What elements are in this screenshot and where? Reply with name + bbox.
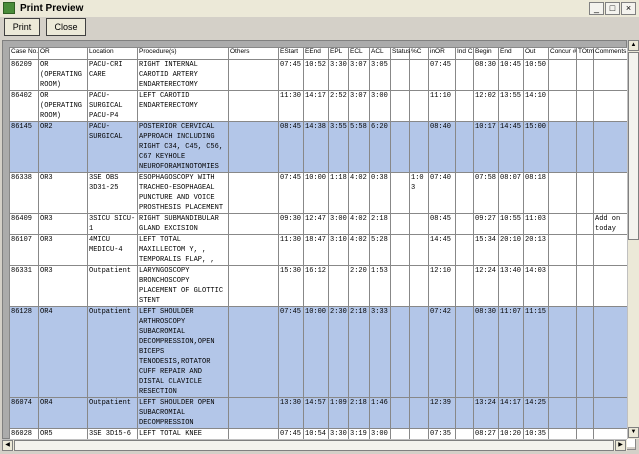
column-header: Location [88,48,138,60]
table-cell [410,91,429,122]
table-cell [549,266,577,307]
table-cell [549,235,577,266]
table-cell: 4:02 [349,235,370,266]
table-cell [229,266,279,307]
table-cell: 10:55 [499,214,524,235]
table-cell: 86145 [10,122,39,173]
scroll-up-arrow-icon[interactable]: ▲ [628,40,639,51]
table-cell: 14:57 [304,398,329,429]
table-cell: POSTERIOR CERVICAL APPROACH INCLUDING RIGHT C34, C45, C56, C67 KEYHOLE NEUROFORAMINOTOMIES [138,122,229,173]
table-cell: LEFT CAROTID ENDARTERECTOMY [138,91,229,122]
column-header: EStart [279,48,304,60]
table-cell: LARYNGOSCOPY BRONCHOSCOPY PLACEMENT OF GLOTTIC STENT [138,266,229,307]
table-cell: 1:03 [410,173,429,214]
table-cell: OR3 [39,173,88,214]
table-cell: Outpatient [88,307,138,398]
vertical-scrollbar[interactable] [627,40,639,439]
table-cell: 2:18 [349,307,370,398]
table-cell: OR4 [39,398,88,429]
column-header: Out [524,48,549,60]
table-cell [229,307,279,398]
table-row[interactable] [10,60,636,91]
table-cell: 14:03 [524,266,549,307]
table-cell: 0:38 [370,173,391,214]
minimize-button[interactable]: _ [589,2,604,15]
table-cell: 4:02 [349,214,370,235]
column-header: Concur # [549,48,577,60]
table-cell [577,122,594,173]
table-cell [577,91,594,122]
table-cell [391,398,410,429]
close-window-button[interactable]: × [621,2,636,15]
table-cell [391,307,410,398]
table-cell: 13:55 [499,91,524,122]
table-cell: 3:00 [370,91,391,122]
table-cell: OR3 [39,214,88,235]
table-row[interactable] [10,235,636,266]
table-cell: 11:30 [279,235,304,266]
table-cell: 86107 [10,235,39,266]
table-cell [456,307,474,398]
scroll-down-arrow-icon[interactable]: ▼ [628,427,639,438]
table-cell [577,398,594,429]
vertical-scroll-thumb[interactable] [628,52,639,240]
table-cell: 86074 [10,398,39,429]
table-cell [391,266,410,307]
table-cell [549,214,577,235]
table-cell: OR3 [39,235,88,266]
table-cell: 12:24 [474,266,499,307]
table-cell: 1:53 [370,266,391,307]
table-cell: 10:50 [524,60,549,91]
table-cell [410,122,429,173]
table-cell: 15:34 [474,235,499,266]
column-header: Case No. [10,48,39,60]
table-cell: 13:24 [474,398,499,429]
table-cell: RIGHT INTERNAL CAROTID ARTERY ENDARTERECTOMY [138,60,229,91]
table-cell: 09:30 [279,214,304,235]
table-cell: LEFT SHOULDER ARTHROSCOPY SUBACROMIAL DECOMPRESSION,OPEN BICEPS TENODESIS,ROTATOR CUFF REPAIR AND DISTAL CLAVICLE RESECTION [138,307,229,398]
column-header: %C [410,48,429,60]
horizontal-scroll-thumb[interactable] [14,440,614,451]
column-header: Ind C [456,48,474,60]
table-cell: 07:42 [429,307,456,398]
table-cell: OR (OPERATING ROOM) [39,91,88,122]
table-cell: 20:13 [524,235,549,266]
table-cell: 10:20 [499,429,524,450]
table-row[interactable] [10,122,636,173]
table-cell: 10:45 [499,60,524,91]
column-header: TOtm [577,48,594,60]
table-cell: OR5 [39,429,88,450]
table-cell: 10:52 [304,60,329,91]
table-cell: ESOPHAGOSCOPY WITH TRACHEO-ESOPHAGEAL PUNCTURE AND VOICE PROSTHESIS PLACEMENT [138,173,229,214]
table-cell: 4:02 [349,173,370,214]
column-header: OR [39,48,88,60]
table-cell: 12:47 [304,214,329,235]
table-cell: 14:17 [499,398,524,429]
table-row[interactable] [10,398,636,429]
table-cell: 10:00 [304,307,329,398]
table-cell: 2:52 [329,91,349,122]
column-header: Status [391,48,410,60]
table-cell: 86402 [10,91,39,122]
table-cell [391,91,410,122]
table-cell: 86338 [10,173,39,214]
table-cell [456,122,474,173]
scroll-left-arrow-icon[interactable]: ◀ [2,440,13,451]
table-cell: 07:45 [279,307,304,398]
print-button[interactable]: Print [4,18,40,36]
table-cell: 2:18 [349,398,370,429]
table-cell [229,122,279,173]
table-cell [229,214,279,235]
table-cell: 3:05 [370,60,391,91]
table-cell: 09:27 [474,214,499,235]
table-cell: 86128 [10,307,39,398]
table-cell: 3:10 [329,235,349,266]
column-header: ECL [349,48,370,60]
table-cell: 5:28 [370,235,391,266]
table-cell [456,235,474,266]
table-cell [577,235,594,266]
table-cell: 86331 [10,266,39,307]
scroll-right-arrow-icon[interactable]: ▶ [615,440,626,451]
table-cell: 14:17 [304,91,329,122]
table-cell [549,398,577,429]
table-cell: 15:30 [279,266,304,307]
table-cell: 13:30 [279,398,304,429]
table-cell: 08:30 [474,60,499,91]
table-cell: 10:17 [474,122,499,173]
table-row[interactable] [10,173,636,214]
table-cell: 10:35 [524,429,549,450]
table-cell: 3:19 [349,429,370,450]
column-header: Comments [594,48,636,60]
horizontal-scrollbar[interactable] [2,439,627,451]
table-cell: LEFT TOTAL MAXILLECTOM Y, , TEMPORALIS FLAP, , [138,235,229,266]
table-cell: PACU-CRI CARE [88,60,138,91]
table-cell: 14:10 [524,91,549,122]
table-cell: 07:45 [429,60,456,91]
table-cell [456,91,474,122]
table-cell: 20:10 [499,235,524,266]
table-cell: 4MICU MEDICU-4 [88,235,138,266]
table-cell [577,266,594,307]
table-cell: 86028 [10,429,39,450]
table-cell: OR (OPERATING ROOM) [39,60,88,91]
table-cell [229,398,279,429]
table-cell: 10:00 [304,173,329,214]
column-header: End [499,48,524,60]
table-cell: 3:30 [329,429,349,450]
table-cell: LEFT TOTAL KNEE [138,429,229,450]
table-cell: 08:45 [429,214,456,235]
table-cell: PACU-SURGICAL [88,122,138,173]
column-header: Others [229,48,279,60]
table-cell: 16:12 [304,266,329,307]
table-cell: 11:10 [429,91,456,122]
table-cell: 3:00 [329,214,349,235]
table-cell: 07:45 [279,60,304,91]
table-cell: 13:40 [499,266,524,307]
table-cell: 07:40 [429,173,456,214]
table-cell: 86209 [10,60,39,91]
table-row[interactable] [10,266,636,307]
table-cell: 3SE 3D15-6 [88,429,138,450]
table-cell [410,60,429,91]
table-cell [329,266,349,307]
table-cell: 15:00 [524,122,549,173]
table-cell: 3:07 [349,60,370,91]
table-cell [549,60,577,91]
table-row[interactable] [10,307,636,398]
column-header: EEnd [304,48,329,60]
table-cell [549,173,577,214]
table-cell: 11:15 [524,307,549,398]
table-cell: 08:27 [474,429,499,450]
table-cell [410,235,429,266]
table-cell: 14:45 [499,122,524,173]
column-header: Procedure(s) [138,48,229,60]
table-cell [410,266,429,307]
column-header: Begin [474,48,499,60]
table-cell: OR2 [39,122,88,173]
table-cell [577,60,594,91]
table-cell: 3:33 [370,307,391,398]
table-cell [229,235,279,266]
table-cell: RIGHT SUBMANDIBULAR GLAND EXCISION [138,214,229,235]
table-cell: 08:18 [524,173,549,214]
table-cell: 2:30 [329,307,349,398]
table-cell: 3:07 [349,91,370,122]
table-cell: 3:55 [329,122,349,173]
column-header: EPL [329,48,349,60]
table-cell [391,122,410,173]
table-cell: OR4 [39,307,88,398]
table-cell: 5:58 [349,122,370,173]
table-cell: 6:20 [370,122,391,173]
table-cell: 11:07 [499,307,524,398]
table-cell: 2:20 [349,266,370,307]
table-cell [577,173,594,214]
table-cell [577,214,594,235]
app-icon [3,2,15,14]
table-cell [456,398,474,429]
table-cell [410,307,429,398]
table-cell [456,214,474,235]
table-cell: Outpatient [88,398,138,429]
table-cell [410,398,429,429]
table-cell: 3SICU SICU-1 [88,214,138,235]
table-cell: 08:40 [429,122,456,173]
table-cell [549,91,577,122]
table-cell [229,173,279,214]
table-cell: 3SE OBS 3D31-25 [88,173,138,214]
table-cell: 14:38 [304,122,329,173]
table-cell [391,214,410,235]
table-cell: 11:03 [524,214,549,235]
table-cell [456,60,474,91]
table-cell: 08:45 [279,122,304,173]
table-cell: Add on today [594,214,636,235]
table-cell: 2:18 [370,214,391,235]
table-cell [456,266,474,307]
table-cell: 1:46 [370,398,391,429]
table-cell: PACU-SURGICAL PACU-P4 [88,91,138,122]
table-cell [229,60,279,91]
table-row[interactable] [10,214,636,235]
schedule-table [9,47,636,450]
table-cell: 12:10 [429,266,456,307]
table-cell: 12:39 [429,398,456,429]
table-row[interactable] [10,91,636,122]
table-cell [391,60,410,91]
window-title: Print Preview [20,3,84,14]
toolbar [0,17,639,39]
maximize-button[interactable]: □ [605,2,620,15]
table-cell: 07:35 [429,429,456,450]
table-cell: 1:18 [329,173,349,214]
table-cell: 07:45 [279,429,304,450]
table-cell [577,307,594,398]
table-cell [549,122,577,173]
column-header: inOR [429,48,456,60]
table-cell: 3:00 [370,429,391,450]
table-cell [549,307,577,398]
table-cell [391,235,410,266]
table-header-row [10,48,636,60]
table-cell: 86409 [10,214,39,235]
table-cell [456,173,474,214]
column-header: ACL [370,48,391,60]
title-bar [0,0,639,18]
close-button[interactable]: Close [46,18,86,36]
table-cell: 14:25 [524,398,549,429]
table-cell: 10:54 [304,429,329,450]
table-cell: 18:47 [304,235,329,266]
table-cell: 08:30 [474,307,499,398]
table-cell: 07:58 [474,173,499,214]
table-cell: 08:07 [499,173,524,214]
table-cell: 3:30 [329,60,349,91]
table-cell [229,91,279,122]
table-cell: 11:30 [279,91,304,122]
preview-page [9,47,635,447]
table-cell: 1:09 [329,398,349,429]
table-cell: LEFT SHOULDER OPEN SUBACROMIAL DECOMPRESSION [138,398,229,429]
table-cell: 14:45 [429,235,456,266]
table-cell: 12:02 [474,91,499,122]
table-cell: 07:45 [279,173,304,214]
preview-viewport [2,40,627,439]
table-cell [410,214,429,235]
table-cell: Outpatient [88,266,138,307]
table-cell [391,173,410,214]
table-cell: OR3 [39,266,88,307]
